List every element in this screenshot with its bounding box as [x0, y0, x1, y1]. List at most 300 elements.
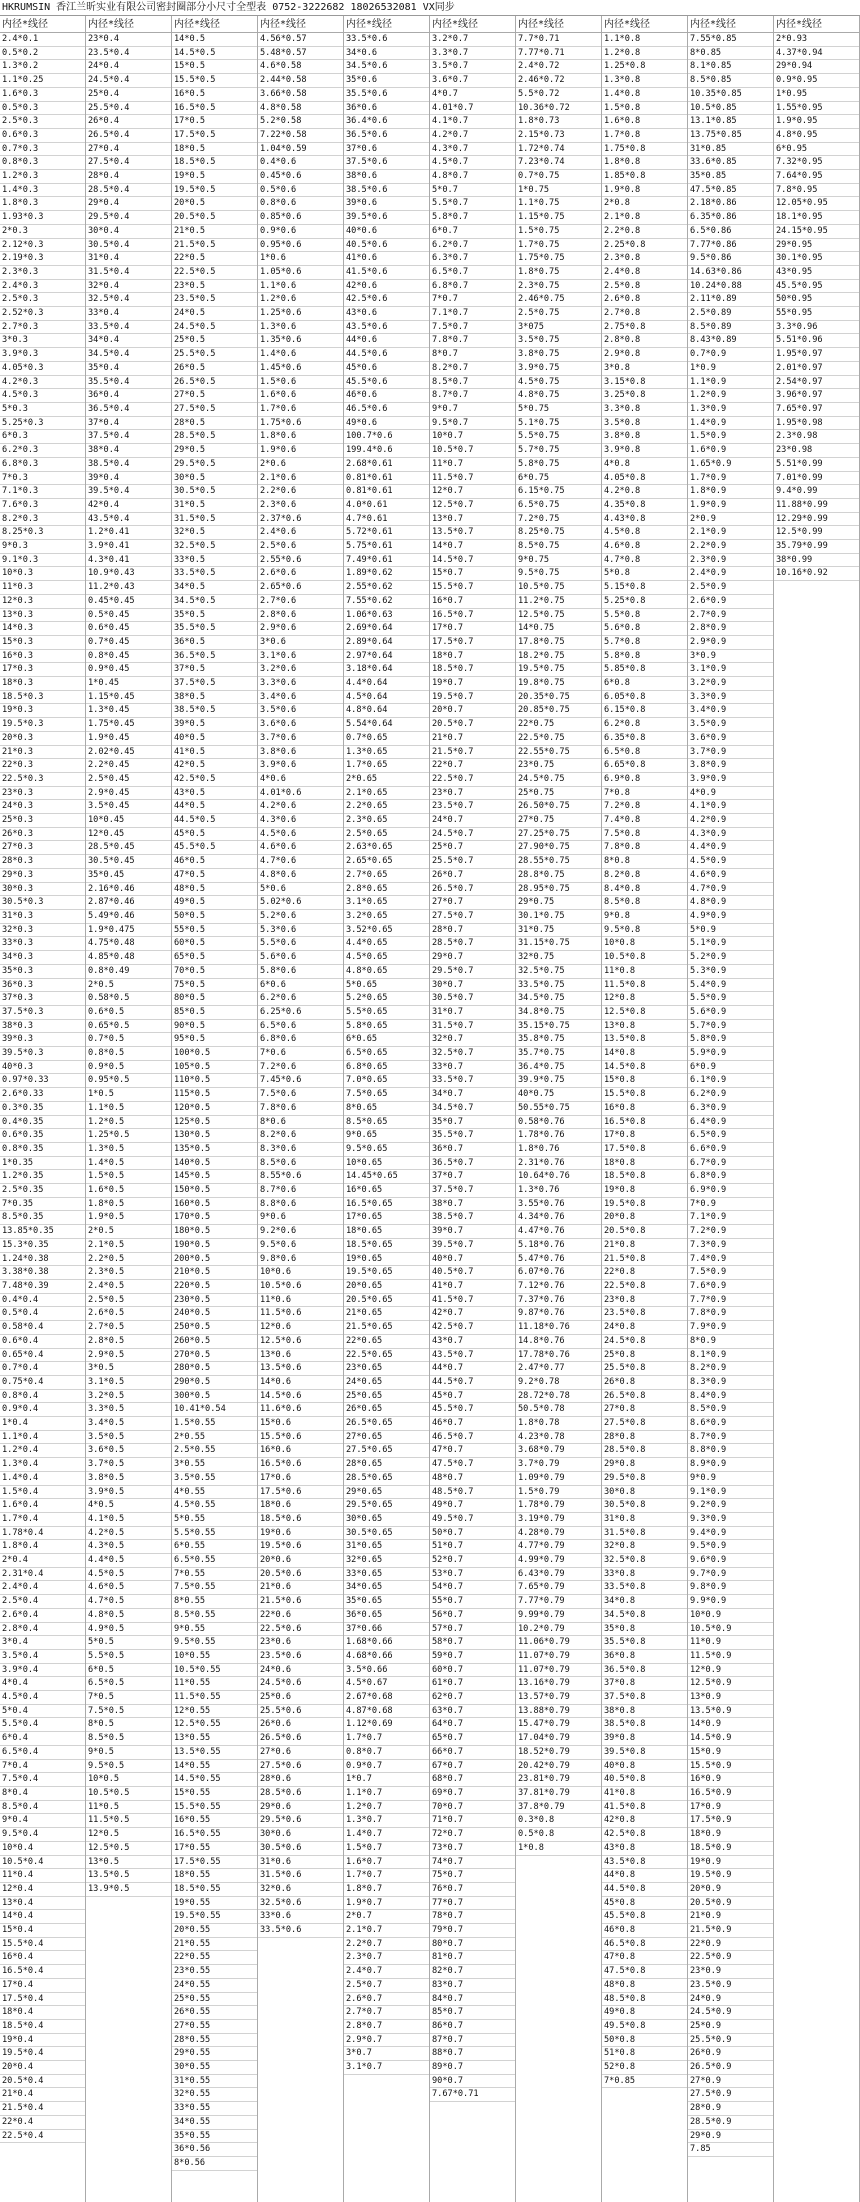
- size-cell: 5.48*0.57: [258, 47, 343, 61]
- size-cell: 140*0.5: [172, 1157, 257, 1171]
- size-cell: 16*0.6: [258, 1444, 343, 1458]
- size-cell: 5.8*0.7: [430, 211, 515, 225]
- size-cell: 15.5*0.55: [172, 1801, 257, 1815]
- size-cell: 6.15*0.75: [516, 485, 601, 499]
- size-cell: 1.5*0.79: [516, 1486, 601, 1500]
- table-column: [602, 16, 688, 2202]
- size-cell: 4.7*0.61: [344, 513, 429, 527]
- size-cell: 36*0.6: [344, 102, 429, 116]
- size-cell: 7.7*0.9: [688, 1294, 773, 1308]
- size-cell: 41*0.6: [344, 252, 429, 266]
- size-cell: 2.6*0.8: [602, 293, 687, 307]
- size-cell: 21*0.5: [172, 225, 257, 239]
- size-cell: 25*0.65: [344, 1390, 429, 1404]
- size-cell: 3.3*0.5: [86, 1403, 171, 1417]
- size-cell: 8.7*0.6: [258, 1184, 343, 1198]
- size-cell: 6*0.95: [774, 143, 859, 157]
- size-cell: 2.2*0.45: [86, 759, 171, 773]
- size-cell: 0.8*0.3: [0, 156, 85, 170]
- size-cell: 3.9*0.9: [688, 773, 773, 787]
- size-cell: 12*0.9: [688, 1664, 773, 1678]
- size-cell: 60*0.5: [172, 937, 257, 951]
- size-cell: 0.8*0.5: [86, 1047, 171, 1061]
- size-cell: 11.5*0.8: [602, 979, 687, 993]
- column-header: 内径*线径: [688, 16, 773, 33]
- size-cell: 34.5*0.8: [602, 1609, 687, 1623]
- size-cell: 23.5*0.8: [602, 1307, 687, 1321]
- size-cell: 50*0.95: [774, 293, 859, 307]
- size-cell: 14*0.5: [172, 33, 257, 47]
- size-cell: 2.8*0.65: [344, 883, 429, 897]
- size-cell: 2.63*0.65: [344, 841, 429, 855]
- size-cell: 49*0.7: [430, 1499, 515, 1513]
- size-cell: 7.6*0.3: [0, 499, 85, 513]
- size-cell: 37*0.6: [344, 143, 429, 157]
- size-cell: 1.8*0.9: [688, 485, 773, 499]
- size-cell: 2*0.93: [774, 33, 859, 47]
- size-cell: 28.5*0.5: [172, 430, 257, 444]
- size-cell: 5.5*0.55: [172, 1527, 257, 1541]
- size-cell: 41.5*0.7: [430, 1294, 515, 1308]
- size-cell: 0.9*0.7: [344, 1760, 429, 1774]
- size-cell: 42*0.8: [602, 1814, 687, 1828]
- size-cell: 1*0.9: [688, 362, 773, 376]
- size-cell: 1.2*0.6: [258, 293, 343, 307]
- size-cell: 2.75*0.8: [602, 321, 687, 335]
- column-header: 内径*线径: [344, 16, 429, 33]
- size-cell: 7.9*0.9: [688, 1321, 773, 1335]
- size-cell: 2.5*0.4: [0, 1595, 85, 1609]
- size-cell: 1.75*0.8: [602, 143, 687, 157]
- size-cell: 1.9*0.6: [258, 444, 343, 458]
- size-cell: 39.5*0.8: [602, 1746, 687, 1760]
- column-header: 内径*线径: [516, 16, 601, 33]
- table-column: [774, 16, 860, 2202]
- size-cell: 23.5*0.7: [430, 800, 515, 814]
- size-cell: 26*0.55: [172, 2006, 257, 2020]
- size-cell: 1.3*0.6: [258, 321, 343, 335]
- size-cell: 9.8*0.6: [258, 1253, 343, 1267]
- size-cell: 16*0.7: [430, 595, 515, 609]
- size-cell: 10*0.7: [430, 430, 515, 444]
- size-cell: 19*0.5: [172, 170, 257, 184]
- size-cell: 3.9*0.8: [602, 444, 687, 458]
- size-cell: 16.5*0.9: [688, 1787, 773, 1801]
- size-cell: 55*0.5: [172, 924, 257, 938]
- size-cell: 3*075: [516, 321, 601, 335]
- size-cell: 31.5*0.7: [430, 1020, 515, 1034]
- size-cell: 40.5*0.7: [430, 1266, 515, 1280]
- size-cell: 2.2*0.6: [258, 485, 343, 499]
- size-cell: 18.5*0.7: [430, 663, 515, 677]
- size-cell: 31*0.55: [172, 2075, 257, 2089]
- size-cell: 4.8*0.9: [688, 896, 773, 910]
- size-cell: 2.4*0.1: [0, 33, 85, 47]
- size-cell: 24*0.55: [172, 1979, 257, 1993]
- size-cell: 3.7*0.79: [516, 1458, 601, 1472]
- size-cell: 28*0.4: [86, 170, 171, 184]
- size-cell: 10.16*0.92: [774, 567, 859, 581]
- size-cell: 27.5*0.6: [258, 1760, 343, 1774]
- size-cell: 0.6*0.35: [0, 1129, 85, 1143]
- size-cell: 13.75*0.85: [688, 129, 773, 143]
- size-cell: 20.42*0.79: [516, 1760, 601, 1774]
- size-cell: 28.5*0.9: [688, 2116, 773, 2130]
- size-cell: 40*0.6: [344, 225, 429, 239]
- size-cell: 130*0.5: [172, 1129, 257, 1143]
- size-cell: 7.55*0.62: [344, 595, 429, 609]
- size-cell: 35*0.7: [430, 1116, 515, 1130]
- size-cell: 2.9*0.5: [86, 1349, 171, 1363]
- size-cell: 2.65*0.65: [344, 855, 429, 869]
- size-cell: 7.22*0.58: [258, 129, 343, 143]
- size-cell: 190*0.5: [172, 1239, 257, 1253]
- size-cell: 6.07*0.76: [516, 1266, 601, 1280]
- size-cell: 22*0.3: [0, 759, 85, 773]
- size-cell: 3.9*0.5: [86, 1486, 171, 1500]
- size-cell: 38*0.4: [86, 444, 171, 458]
- size-cell: 4.2*0.3: [0, 376, 85, 390]
- size-cell: 3.38*0.38: [0, 1266, 85, 1280]
- size-cell: 21.5*0.4: [0, 2102, 85, 2116]
- size-cell: 3.55*0.76: [516, 1198, 601, 1212]
- size-cell: 49*0.8: [602, 2006, 687, 2020]
- size-cell: 3.52*0.65: [344, 924, 429, 938]
- size-cell: 36.4*0.75: [516, 1061, 601, 1075]
- size-cell: 2.5*0.3: [0, 115, 85, 129]
- size-cell: 4.37*0.94: [774, 47, 859, 61]
- size-cell: 7*0.55: [172, 1568, 257, 1582]
- size-cell: 19*0.7: [430, 677, 515, 691]
- size-cell: 17.5*0.7: [430, 636, 515, 650]
- size-cell: 0.45*0.45: [86, 595, 171, 609]
- size-cell: 8.5*0.75: [516, 540, 601, 554]
- size-cell: 37.5*0.8: [602, 1691, 687, 1705]
- size-cell: 22.5*0.9: [688, 1951, 773, 1965]
- size-cell: 2*0.3: [0, 225, 85, 239]
- size-cell: 43*0.8: [602, 1842, 687, 1856]
- size-cell: 2.31*0.76: [516, 1157, 601, 1171]
- size-cell: 5.18*0.76: [516, 1239, 601, 1253]
- size-cell: 15*0.8: [602, 1074, 687, 1088]
- size-cell: 75*0.7: [430, 1869, 515, 1883]
- size-cell: 1.68*0.66: [344, 1636, 429, 1650]
- size-cell: 3.2*0.5: [86, 1390, 171, 1404]
- size-cell: 10*0.55: [172, 1650, 257, 1664]
- size-cell: 29.5*0.4: [86, 211, 171, 225]
- size-cell: 4*0.9: [688, 787, 773, 801]
- size-cell: 23*0.8: [602, 1294, 687, 1308]
- size-cell: 41.5*0.6: [344, 266, 429, 280]
- size-cell: 6.3*0.9: [688, 1102, 773, 1116]
- size-cell: 69*0.7: [430, 1787, 515, 1801]
- size-cell: 2.9*0.45: [86, 787, 171, 801]
- size-cell: 2.8*0.4: [0, 1623, 85, 1637]
- size-cell: 29*0.94: [774, 60, 859, 74]
- size-cell: 15.5*0.4: [0, 1938, 85, 1952]
- size-cell: 16*0.3: [0, 650, 85, 664]
- size-cell: 1.1*0.25: [0, 74, 85, 88]
- size-cell: 7.6*0.9: [688, 1280, 773, 1294]
- size-cell: 86*0.7: [430, 2020, 515, 2034]
- size-cell: 17*0.65: [344, 1211, 429, 1225]
- size-cell: 26*0.5: [172, 362, 257, 376]
- size-cell: 32*0.75: [516, 951, 601, 965]
- size-cell: 24*0.3: [0, 800, 85, 814]
- size-cell: 2.01*0.97: [774, 362, 859, 376]
- size-cell: 33*0.6: [258, 1910, 343, 1924]
- size-cell: 30*0.65: [344, 1513, 429, 1527]
- size-cell: 40*0.75: [516, 1088, 601, 1102]
- size-cell: 3.4*0.9: [688, 704, 773, 718]
- size-cell: 31.5*0.5: [172, 513, 257, 527]
- size-cell: 37.8*0.79: [516, 1801, 601, 1815]
- size-cell: 28*0.3: [0, 855, 85, 869]
- size-cell: 17.5*0.5: [172, 129, 257, 143]
- size-cell: 84*0.7: [430, 1993, 515, 2007]
- size-cell: 14*0.3: [0, 622, 85, 636]
- size-cell: 19.5*0.9: [688, 1869, 773, 1883]
- size-cell: 135*0.5: [172, 1143, 257, 1157]
- size-cell: 36*0.56: [172, 2143, 257, 2157]
- size-cell: 5.5*0.75: [516, 430, 601, 444]
- size-cell: 10*0.9: [688, 1609, 773, 1623]
- size-cell: 2.6*0.33: [0, 1088, 85, 1102]
- size-cell: 20.35*0.75: [516, 691, 601, 705]
- size-cell: 1.7*0.6: [258, 403, 343, 417]
- size-cell: 5.5*0.4: [0, 1718, 85, 1732]
- size-cell: 11.07*0.79: [516, 1650, 601, 1664]
- size-cell: 47*0.7: [430, 1444, 515, 1458]
- size-cell: 48*0.8: [602, 1979, 687, 1993]
- size-cell: 19.5*0.8: [602, 1198, 687, 1212]
- size-cell: 33*0.5: [172, 554, 257, 568]
- size-cell: 1.5*0.9: [688, 430, 773, 444]
- size-cell: 2*0.7: [344, 1910, 429, 1924]
- size-cell: 39*0.4: [86, 472, 171, 486]
- size-cell: 7.37*0.76: [516, 1294, 601, 1308]
- size-cell: 5.15*0.8: [602, 581, 687, 595]
- size-cell: 6.2*0.3: [0, 444, 85, 458]
- size-cell: 7.4*0.9: [688, 1253, 773, 1267]
- size-cell: 14.5*0.7: [430, 554, 515, 568]
- size-cell: 35.7*0.75: [516, 1047, 601, 1061]
- size-cell: 1.35*0.6: [258, 334, 343, 348]
- size-cell: 13.88*0.79: [516, 1705, 601, 1719]
- size-cell: 25*0.4: [86, 88, 171, 102]
- size-cell: 3.25*0.8: [602, 389, 687, 403]
- size-cell: 10.5*0.85: [688, 102, 773, 116]
- size-cell: 20.5*0.65: [344, 1294, 429, 1308]
- size-cell: 3.96*0.97: [774, 389, 859, 403]
- size-cell: 55*0.7: [430, 1595, 515, 1609]
- size-cell: 41*0.7: [430, 1280, 515, 1294]
- size-cell: 9.6*0.9: [688, 1554, 773, 1568]
- size-cell: 19*0.65: [344, 1253, 429, 1267]
- size-cell: 27*0.6: [258, 1746, 343, 1760]
- size-cell: 42*0.4: [86, 499, 171, 513]
- size-cell: 46*0.6: [344, 389, 429, 403]
- size-cell: 18.5*0.55: [172, 1883, 257, 1897]
- size-cell: 4.87*0.68: [344, 1705, 429, 1719]
- size-cell: 23.5*0.4: [86, 47, 171, 61]
- size-cell: 8*0.4: [0, 1787, 85, 1801]
- size-cell: 1.8*0.4: [0, 1540, 85, 1554]
- size-cell: 1.2*0.8: [602, 47, 687, 61]
- size-cell: 7.8*0.7: [430, 334, 515, 348]
- size-cell: 13.16*0.79: [516, 1677, 601, 1691]
- size-cell: 4.6*0.58: [258, 60, 343, 74]
- size-cell: 18.5*0.5: [172, 156, 257, 170]
- sheet-title: HKRUMSIN 香江兰昕实业有限公司密封圈部分小尺寸全型表 0752-3222682 18026532081 VX同步: [0, 0, 860, 16]
- size-cell: 15*0.5: [172, 60, 257, 74]
- size-cell: 7.8*0.9: [688, 1307, 773, 1321]
- size-cell: 2.3*0.3: [0, 266, 85, 280]
- size-cell: 21*0.7: [430, 732, 515, 746]
- size-cell: 2.55*0.6: [258, 554, 343, 568]
- size-cell: 31*0.65: [344, 1540, 429, 1554]
- size-cell: 32*0.65: [344, 1554, 429, 1568]
- size-cell: 4.5*0.67: [344, 1677, 429, 1691]
- size-cell: 22.5*0.6: [258, 1623, 343, 1637]
- size-cell: 0.65*0.4: [0, 1349, 85, 1363]
- size-cell: 17.5*0.9: [688, 1814, 773, 1828]
- size-cell: 7.1*0.9: [688, 1211, 773, 1225]
- size-cell: 3.2*0.6: [258, 663, 343, 677]
- size-cell: 17*0.3: [0, 663, 85, 677]
- size-cell: 3.5*0.4: [0, 1650, 85, 1664]
- size-cell: 11.5*0.55: [172, 1691, 257, 1705]
- size-cell: 32*0.4: [86, 280, 171, 294]
- size-cell: 0.5*0.4: [0, 1307, 85, 1321]
- size-cell: 6*0.75: [516, 472, 601, 486]
- size-cell: 0.6*0.4: [0, 1335, 85, 1349]
- size-cell: 31*0.85: [688, 143, 773, 157]
- size-cell: 0.8*0.4: [0, 1390, 85, 1404]
- size-cell: 0.9*0.4: [0, 1403, 85, 1417]
- size-cell: 5.1*0.9: [688, 937, 773, 951]
- size-cell: 16*0.4: [0, 1951, 85, 1965]
- size-cell: 7.8*0.6: [258, 1102, 343, 1116]
- size-cell: 270*0.5: [172, 1349, 257, 1363]
- size-cell: 54*0.7: [430, 1581, 515, 1595]
- size-cell: 43*0.6: [344, 307, 429, 321]
- size-cell: 11*0.55: [172, 1677, 257, 1691]
- size-cell: 8.2*0.9: [688, 1362, 773, 1376]
- size-cell: 150*0.5: [172, 1184, 257, 1198]
- size-cell: 38*0.7: [430, 1198, 515, 1212]
- size-cell: 53*0.7: [430, 1568, 515, 1582]
- size-cell: 8.8*0.6: [258, 1198, 343, 1212]
- size-cell: 1.8*0.6: [258, 430, 343, 444]
- size-cell: 2.8*0.6: [258, 609, 343, 623]
- size-cell: 4.6*0.5: [86, 1581, 171, 1595]
- size-cell: 2.1*0.9: [688, 526, 773, 540]
- size-cell: 26*0.9: [688, 2047, 773, 2061]
- size-cell: 2.12*0.3: [0, 239, 85, 253]
- size-cell: 25*0.75: [516, 787, 601, 801]
- size-cell: 2.2*0.5: [86, 1253, 171, 1267]
- size-cell: 1.7*0.4: [0, 1513, 85, 1527]
- size-cell: 14*0.9: [688, 1718, 773, 1732]
- size-cell: 10*0.8: [602, 937, 687, 951]
- size-cell: 30.5*0.4: [86, 239, 171, 253]
- size-cell: 25.5*0.5: [172, 348, 257, 362]
- size-cell: 29*0.5: [172, 444, 257, 458]
- size-cell: 7.7*0.71: [516, 33, 601, 47]
- size-cell: 66*0.7: [430, 1746, 515, 1760]
- size-cell: 45.5*0.5: [172, 841, 257, 855]
- size-cell: 4.7*0.6: [258, 855, 343, 869]
- size-cell: 2.6*0.9: [688, 595, 773, 609]
- size-cell: 36*0.8: [602, 1650, 687, 1664]
- size-cell: 2.4*0.72: [516, 60, 601, 74]
- size-cell: 105*0.5: [172, 1061, 257, 1075]
- size-cell: 11*0.6: [258, 1294, 343, 1308]
- size-cell: 45.5*0.8: [602, 1910, 687, 1924]
- size-cell: 20.5*0.4: [0, 2075, 85, 2089]
- size-cell: 3.3*0.9: [688, 691, 773, 705]
- size-cell: 12.5*0.8: [602, 1006, 687, 1020]
- size-cell: 1.7*0.75: [516, 239, 601, 253]
- size-cell: 6.5*0.55: [172, 1554, 257, 1568]
- size-cell: 34*0.8: [602, 1595, 687, 1609]
- size-cell: 1.1*0.9: [688, 376, 773, 390]
- size-cell: 2.2*0.7: [344, 1938, 429, 1952]
- size-cell: 22*0.5: [172, 252, 257, 266]
- size-cell: 21*0.4: [0, 2088, 85, 2102]
- size-cell: 1.9*0.475: [86, 924, 171, 938]
- size-cell: 0.81*0.61: [344, 472, 429, 486]
- size-cell: 28.5*0.4: [86, 184, 171, 198]
- size-cell: 17*0.55: [172, 1842, 257, 1856]
- size-cell: 1.5*0.75: [516, 225, 601, 239]
- size-cell: 10.41*0.54: [172, 1403, 257, 1417]
- size-cell: 1.3*0.5: [86, 1143, 171, 1157]
- size-cell: 7.5*0.55: [172, 1581, 257, 1595]
- size-cell: 10.5*0.9: [688, 1623, 773, 1637]
- size-cell: 1.1*0.6: [258, 280, 343, 294]
- size-cell: 32.5*0.5: [172, 540, 257, 554]
- size-cell: 21*0.9: [688, 1910, 773, 1924]
- size-cell: 14*0.8: [602, 1047, 687, 1061]
- size-cell: 14*0.6: [258, 1376, 343, 1390]
- size-cell: 70*0.5: [172, 965, 257, 979]
- size-cell: 0.6*0.3: [0, 129, 85, 143]
- size-cell: 50.55*0.75: [516, 1102, 601, 1116]
- size-cell: 35.5*0.5: [172, 622, 257, 636]
- size-cell: 18*0.3: [0, 677, 85, 691]
- size-cell: 4.5*0.4: [0, 1691, 85, 1705]
- size-cell: 23.5*0.5: [172, 293, 257, 307]
- size-cell: 6*0.7: [430, 225, 515, 239]
- size-cell: 28.8*0.75: [516, 869, 601, 883]
- size-cell: 39.5*0.7: [430, 1239, 515, 1253]
- size-cell: 1.7*0.7: [344, 1869, 429, 1883]
- size-cell: 2.4*0.6: [258, 526, 343, 540]
- size-cell: 12*0.5: [86, 1828, 171, 1842]
- size-cell: 36*0.4: [86, 389, 171, 403]
- size-cell: 4.8*0.75: [516, 389, 601, 403]
- size-cell: 10*0.65: [344, 1157, 429, 1171]
- size-cell: 300*0.5: [172, 1390, 257, 1404]
- size-cell: 2.5*0.5: [86, 1294, 171, 1308]
- size-cell: 32.5*0.8: [602, 1554, 687, 1568]
- size-cell: 9.4*0.9: [688, 1527, 773, 1541]
- size-cell: 1*0.7: [344, 1773, 429, 1787]
- size-cell: 5.4*0.9: [688, 979, 773, 993]
- size-cell: 4.3*0.9: [688, 828, 773, 842]
